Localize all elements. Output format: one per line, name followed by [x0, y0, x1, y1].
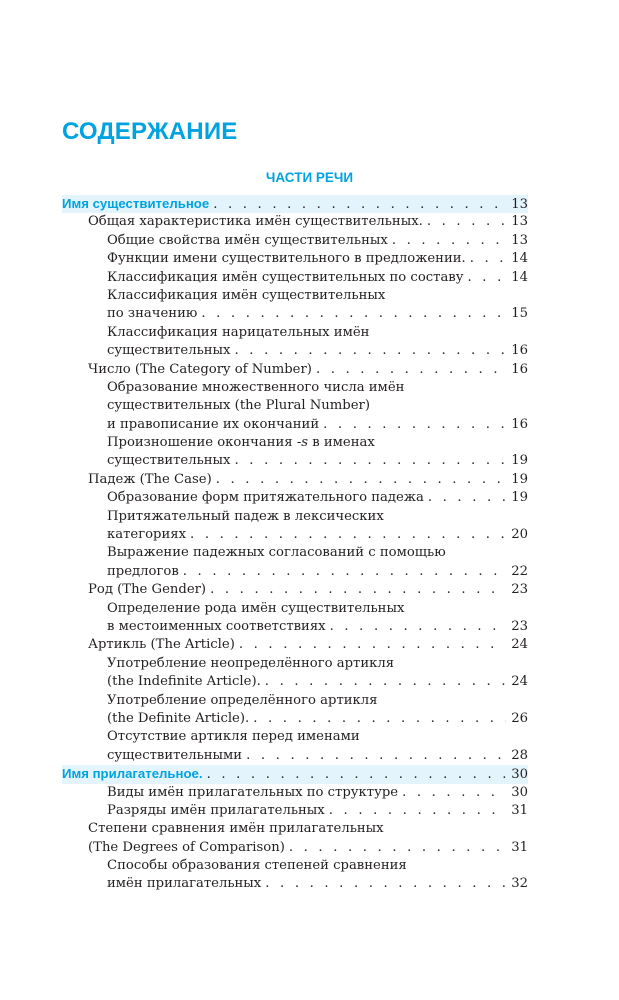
toc-page-number: 20	[511, 527, 528, 543]
toc-page-number: 31	[511, 839, 528, 855]
toc-page-number: 24	[511, 637, 528, 653]
toc-entry-line	[62, 305, 528, 323]
toc-leader-dots	[388, 232, 506, 250]
toc-section-title: Имя существительное	[62, 196, 210, 211]
toc-entry-text: Выражение падежных согласований с помощью	[107, 545, 446, 561]
toc-page-number: 13	[511, 232, 528, 248]
toc-entry-line	[62, 544, 528, 562]
toc-page-number: 16	[511, 361, 528, 377]
toc-page-number: 23	[511, 582, 528, 598]
toc-entry-text: Употребление неопределённого артикля	[107, 655, 395, 671]
toc-entry[interactable]	[62, 287, 528, 324]
toc-entry-text: категориях	[107, 527, 187, 543]
toc-entry[interactable]	[62, 361, 528, 379]
toc-page-number: 28	[511, 747, 528, 763]
toc-entry[interactable]	[62, 250, 528, 268]
toc-entry-line	[62, 747, 528, 765]
toc-leader-dots	[464, 269, 507, 287]
toc-leader-dots	[231, 342, 507, 360]
toc-entry-text: Род (The Gender)	[88, 582, 207, 598]
toc-entry-line	[62, 361, 528, 379]
toc-entry-text: по значению	[107, 306, 198, 322]
toc-entry-text: (the Definite Article).	[107, 710, 250, 726]
toc-leader-dots	[197, 305, 506, 323]
toc-entry[interactable]	[62, 820, 528, 857]
toc-leader-dots	[206, 581, 506, 599]
toc-leader-dots	[186, 526, 506, 544]
toc-entry-line	[62, 710, 528, 728]
toc-page-number: 22	[511, 563, 528, 579]
toc-entry[interactable]	[62, 434, 528, 471]
toc-page-number: 19	[511, 471, 528, 487]
toc-entry-text: Падеж (The Case)	[88, 471, 212, 487]
toc-entry[interactable]	[62, 655, 528, 692]
toc-entry-line	[62, 692, 528, 710]
toc-section-entry[interactable]	[62, 195, 528, 213]
toc-entry[interactable]	[62, 728, 528, 765]
toc-page-number: 15	[511, 306, 528, 322]
toc-page-number: 23	[511, 618, 528, 634]
toc-leader-dots	[249, 710, 506, 728]
toc-page-number: 19	[511, 490, 528, 506]
toc-entry-line	[62, 342, 528, 360]
toc-entry-text: Функции имени существительного в предложении.	[107, 251, 466, 267]
toc-entry-line	[62, 508, 528, 526]
toc-entry[interactable]	[62, 581, 528, 599]
toc-page-number: 19	[511, 453, 528, 469]
toc-leader-dots	[231, 452, 507, 470]
toc-entry-text: Классификация имён существительных по составу	[107, 269, 464, 285]
toc-entry-text: Классификация имён существительных	[107, 287, 386, 303]
toc-entry-text: Число (The Category of Number)	[88, 361, 312, 377]
toc-entry-text: и правописание их окончаний	[107, 416, 320, 432]
page-title: СОДЕРЖАНИЕ	[62, 118, 238, 145]
toc-page-number: 14	[511, 251, 528, 267]
toc-leader-dots	[212, 471, 506, 489]
toc-entry[interactable]	[62, 471, 528, 489]
toc-entry-text: Образование множественного числа имён	[107, 379, 405, 395]
toc-entry-text: Притяжательный падеж в лексических	[107, 508, 384, 524]
toc-entry[interactable]	[62, 489, 528, 507]
toc-entry[interactable]	[62, 636, 528, 654]
toc-entry-text: Употребление определённого артикля	[107, 692, 378, 708]
toc-leader-dots	[424, 489, 506, 507]
toc-leader-dots	[235, 636, 506, 654]
toc-leader-dots	[312, 361, 506, 379]
table-of-contents	[62, 195, 528, 894]
toc-entry-line	[62, 618, 528, 636]
toc-entry-text: Образование форм притяжательного падежа	[107, 490, 424, 506]
toc-page-number: 14	[511, 269, 528, 285]
toc-entry-line	[62, 452, 528, 470]
toc-entry-line	[62, 820, 528, 838]
toc-page-number: 13	[511, 197, 528, 212]
toc-leader-dots	[261, 875, 506, 893]
toc-entry-text: Определение рода имён существительных	[107, 600, 405, 616]
toc-entry-line	[62, 857, 528, 875]
toc-entry-line	[62, 213, 528, 231]
toc-entry[interactable]	[62, 508, 528, 545]
toc-entry-text: в местоименных соответствиях	[107, 618, 326, 634]
toc-entry-line	[62, 379, 528, 397]
toc-entry-line	[62, 526, 528, 544]
toc-entry-text: Степени сравнения имён прилагательных	[88, 821, 384, 837]
toc-entry-text: Произношение окончания -s в именах	[107, 435, 375, 451]
toc-entry-line	[62, 875, 528, 893]
toc-entry-line	[62, 489, 528, 507]
toc-leader-dots	[326, 618, 506, 636]
toc-leader-dots	[398, 784, 506, 802]
toc-entry-text: Классификация нарицательных имён	[107, 324, 370, 340]
toc-entry-line	[62, 673, 528, 691]
toc-leader-dots	[325, 802, 506, 820]
toc-page-number: 16	[511, 416, 528, 432]
toc-page-number: 24	[511, 674, 528, 690]
toc-entry-line	[62, 397, 528, 415]
toc-entry-line	[62, 636, 528, 654]
part-title: ЧАСТИ РЕЧИ	[265, 170, 354, 185]
toc-entry-line	[62, 416, 528, 434]
toc-page-number: 30	[511, 784, 528, 800]
toc-leader-dots	[242, 747, 506, 765]
toc-page-number: 16	[511, 343, 528, 359]
toc-entry[interactable]	[62, 269, 528, 287]
toc-entry-line	[62, 728, 528, 746]
toc-entry-text: существительных	[107, 343, 231, 359]
toc-page-number: 32	[511, 876, 528, 892]
toc-entry-line	[62, 250, 528, 268]
toc-entry-line	[62, 802, 528, 820]
toc-leader-dots	[203, 766, 506, 784]
toc-leader-dots	[423, 213, 506, 231]
toc-page-number: 30	[511, 767, 528, 783]
toc-entry-text: предлогов	[107, 563, 179, 579]
toc-entry-text: (The Degrees of Comparison)	[88, 839, 285, 855]
toc-leader-dots	[179, 563, 506, 581]
toc-entry-line	[62, 269, 528, 287]
toc-entry-text: существительных	[107, 453, 231, 469]
toc-entry-line	[62, 563, 528, 581]
toc-leader-dots	[285, 839, 506, 857]
toc-entry-text: Способы образования степеней сравнения	[107, 858, 407, 874]
toc-entry[interactable]	[62, 857, 528, 894]
toc-entry[interactable]	[62, 692, 528, 729]
toc-entry-line	[62, 839, 528, 857]
toc-entry-text: существительных (the Plural Number)	[107, 398, 371, 414]
toc-entry-text: Артикль (The Article)	[88, 637, 235, 653]
toc-entry-text: Разряды имён прилагательных	[107, 802, 325, 818]
toc-entry[interactable]	[62, 802, 528, 820]
toc-entry-text: существительными	[107, 747, 243, 763]
toc-entry-line	[62, 232, 528, 250]
toc-entry[interactable]	[62, 379, 528, 434]
toc-entry[interactable]	[62, 784, 528, 802]
toc-section-title: Имя прилагательное.	[62, 766, 203, 782]
toc-entry-line	[62, 600, 528, 618]
toc-leader-dots	[466, 250, 506, 268]
toc-entry-line	[62, 287, 528, 305]
toc-leader-dots	[261, 673, 506, 691]
toc-entry[interactable]	[62, 213, 528, 231]
toc-section-entry[interactable]	[62, 765, 528, 783]
toc-entry-line	[62, 581, 528, 599]
toc-entry-text: Отсутствие артикля перед именами	[107, 729, 360, 745]
toc-entry-line	[62, 471, 528, 489]
toc-entry-line	[62, 655, 528, 673]
toc-leader-dots	[209, 196, 506, 214]
toc-entry-text: Общие свойства имён существительных	[107, 232, 388, 248]
toc-page-number: 26	[511, 710, 528, 726]
toc-page-number: 13	[511, 214, 528, 230]
toc-entry[interactable]	[62, 232, 528, 250]
toc-entry[interactable]	[62, 600, 528, 637]
toc-leader-dots	[319, 416, 506, 434]
toc-entry-line	[62, 324, 528, 342]
toc-entry-text: имён прилагательных	[107, 876, 262, 892]
toc-entry[interactable]	[62, 324, 528, 361]
toc-entry-text: Виды имён прилагательных по структуре	[107, 784, 399, 800]
toc-entry-line	[62, 434, 528, 452]
toc-entry-line	[62, 784, 528, 802]
toc-page-number: 31	[511, 802, 528, 818]
toc-entry[interactable]	[62, 544, 528, 581]
toc-entry-text: (the Indefinite Article).	[107, 674, 261, 690]
toc-entry-text: Общая характеристика имён существительных.	[88, 214, 423, 230]
